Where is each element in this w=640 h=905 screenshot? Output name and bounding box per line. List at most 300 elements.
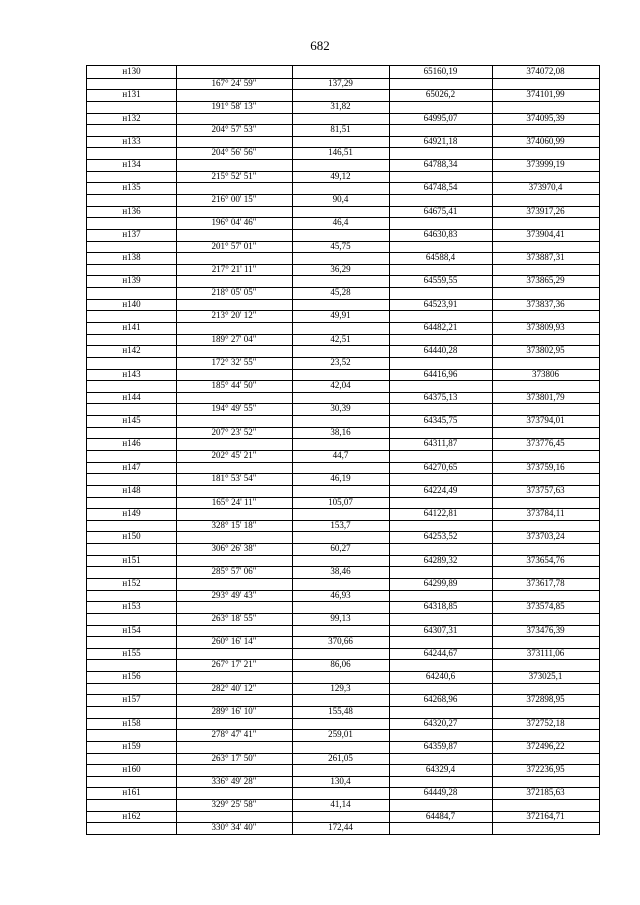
coord-y: 373999,19 xyxy=(526,159,565,170)
point-row xyxy=(87,369,599,381)
column-divider xyxy=(492,66,493,834)
point-name: н159 xyxy=(122,740,141,751)
point-name: н140 xyxy=(122,298,141,309)
point-name: н144 xyxy=(122,391,141,402)
row-divider xyxy=(87,217,599,218)
point-row xyxy=(87,764,599,776)
row-divider xyxy=(87,369,599,370)
segment-length: 90,4 xyxy=(332,194,349,204)
row-divider xyxy=(87,497,599,498)
direction-angle: 336° 49' 28" xyxy=(211,775,257,786)
coordinates-table xyxy=(86,65,600,835)
coord-x: 64289,32 xyxy=(423,554,458,565)
segment-length: 46,4 xyxy=(332,217,349,228)
row-divider xyxy=(87,264,599,265)
row-divider xyxy=(87,520,599,521)
segment-row xyxy=(87,729,599,741)
direction-angle: 215° 52' 51" xyxy=(211,170,257,181)
direction-angle: 217° 21' 11" xyxy=(211,263,257,274)
point-row xyxy=(87,113,599,125)
row-divider xyxy=(87,462,599,463)
coord-x: 64375,13 xyxy=(423,391,458,402)
coord-y: 374060,99 xyxy=(526,135,565,146)
point-name: н149 xyxy=(122,508,141,519)
direction-angle: 278° 47' 41" xyxy=(211,729,257,740)
coord-x: 64122,81 xyxy=(423,508,458,519)
point-row xyxy=(87,136,599,148)
segment-row xyxy=(87,520,599,532)
point-name: н153 xyxy=(122,601,141,612)
point-name: н136 xyxy=(122,205,141,216)
direction-angle: 185° 44' 50" xyxy=(211,380,257,391)
segment-length: 259,01 xyxy=(328,729,353,740)
direction-angle: 181° 53' 54" xyxy=(211,473,257,484)
coord-x: 64630,83 xyxy=(423,228,458,239)
coord-y: 373917,26 xyxy=(526,205,565,216)
direction-angle: 167° 24' 59" xyxy=(211,77,257,88)
row-divider xyxy=(87,275,599,276)
direction-angle: 191° 58' 13" xyxy=(211,100,257,111)
coord-x: 64311,87 xyxy=(423,438,458,449)
segment-length: 155,48 xyxy=(328,706,353,716)
coord-x: 64995,07 xyxy=(423,112,458,123)
segment-length: 44,7 xyxy=(332,450,349,460)
coord-x: 64449,28 xyxy=(423,787,458,798)
coord-y: 372752,18 xyxy=(526,717,565,728)
segment-row xyxy=(87,776,599,788)
coord-x: 64788,34 xyxy=(423,159,458,170)
segment-length: 23,52 xyxy=(330,356,351,367)
segment-length: 105,07 xyxy=(328,496,353,507)
row-divider xyxy=(87,729,599,730)
direction-angle: 189° 27' 04" xyxy=(211,333,257,344)
row-divider xyxy=(87,485,599,486)
row-divider xyxy=(87,531,599,532)
row-divider xyxy=(87,78,599,79)
row-divider xyxy=(87,159,599,160)
direction-angle: 263° 17' 50" xyxy=(211,752,257,763)
point-row xyxy=(87,694,599,706)
point-row xyxy=(87,392,599,404)
segment-length: 49,91 xyxy=(330,310,351,321)
segment-row xyxy=(87,357,599,369)
segment-length: 99,13 xyxy=(330,612,351,623)
direction-angle: 293° 49' 43" xyxy=(211,589,257,600)
segment-length: 42,04 xyxy=(330,380,351,391)
row-divider xyxy=(87,601,599,602)
point-row xyxy=(87,159,599,171)
segment-row xyxy=(87,636,599,648)
coord-x: 64318,85 xyxy=(423,601,458,612)
row-divider xyxy=(87,590,599,591)
segment-row xyxy=(87,124,599,136)
row-divider xyxy=(87,753,599,754)
point-name: н145 xyxy=(122,415,141,426)
point-row xyxy=(87,718,599,730)
coord-y: 373757,63 xyxy=(526,484,565,495)
point-row xyxy=(87,787,599,799)
point-name: н146 xyxy=(122,438,141,449)
coord-x: 64240,6 xyxy=(425,671,456,682)
point-row xyxy=(87,415,599,427)
segment-length: 146,51 xyxy=(328,147,353,158)
row-divider xyxy=(87,822,599,823)
coord-x: 64484,7 xyxy=(425,810,456,821)
segment-row xyxy=(87,706,599,718)
point-row xyxy=(87,671,599,683)
row-divider xyxy=(87,706,599,707)
point-row xyxy=(87,299,599,311)
coord-y: 373759,16 xyxy=(526,461,565,472)
coord-x: 64299,89 xyxy=(423,578,458,588)
row-divider xyxy=(87,578,599,579)
coord-x: 64268,96 xyxy=(423,694,458,705)
segment-length: 81,51 xyxy=(330,124,351,135)
segment-row xyxy=(87,403,599,415)
segment-row xyxy=(87,101,599,113)
point-name: н143 xyxy=(122,368,141,379)
direction-angle: 329° 25' 58" xyxy=(211,799,257,810)
coord-y: 373025,1 xyxy=(528,671,563,682)
coord-x: 65026,2 xyxy=(425,89,456,100)
coord-y: 373837,36 xyxy=(526,298,565,309)
row-divider xyxy=(87,310,599,311)
segment-length: 45,75 xyxy=(330,240,351,251)
row-divider xyxy=(87,438,599,439)
segment-length: 46,19 xyxy=(330,473,351,484)
coord-y: 373865,29 xyxy=(526,275,565,286)
coord-y: 372496,22 xyxy=(526,740,565,751)
coord-y: 373703,24 xyxy=(526,531,565,542)
segment-row xyxy=(87,473,599,485)
point-name: н155 xyxy=(122,647,141,658)
coord-y: 372898,95 xyxy=(526,694,565,705)
segment-length: 36,29 xyxy=(330,263,351,274)
direction-angle: 196° 04' 46" xyxy=(211,217,257,228)
row-divider xyxy=(87,241,599,242)
coord-y: 373476,39 xyxy=(526,624,565,635)
segment-length: 45,28 xyxy=(330,287,351,298)
segment-row xyxy=(87,264,599,276)
column-divider xyxy=(389,66,390,834)
point-name: н135 xyxy=(122,182,141,193)
coord-y: 373887,31 xyxy=(526,252,565,263)
coord-y: 373970,4 xyxy=(528,182,563,193)
direction-angle: 282° 40' 12" xyxy=(211,682,257,693)
point-name: н134 xyxy=(122,159,141,170)
point-row xyxy=(87,438,599,450)
row-divider xyxy=(87,334,599,335)
segment-row xyxy=(87,543,599,555)
segment-row xyxy=(87,380,599,392)
coord-x: 64588,4 xyxy=(425,252,456,263)
row-divider xyxy=(87,194,599,195)
coord-y: 373784,11 xyxy=(526,508,565,519)
row-divider xyxy=(87,101,599,102)
direction-angle: 285° 57' 06" xyxy=(211,566,257,577)
point-row xyxy=(87,485,599,497)
point-row xyxy=(87,578,599,590)
row-divider xyxy=(87,508,599,509)
segment-length: 129,3 xyxy=(330,682,351,693)
segment-row xyxy=(87,194,599,206)
point-name: н157 xyxy=(122,694,141,705)
point-name: н151 xyxy=(122,554,141,565)
coord-y: 372185,63 xyxy=(526,787,565,798)
point-row xyxy=(87,531,599,543)
coord-x: 64307,31 xyxy=(423,624,458,635)
point-name: н138 xyxy=(122,252,141,263)
point-row xyxy=(87,648,599,660)
point-row xyxy=(87,508,599,520)
point-row xyxy=(87,206,599,218)
segment-row xyxy=(87,171,599,183)
direction-angle: 289° 16' 10" xyxy=(211,706,257,716)
column-divider xyxy=(176,66,177,834)
point-name: н141 xyxy=(122,322,141,332)
segment-length: 130,4 xyxy=(330,775,351,786)
row-divider xyxy=(87,694,599,695)
column-divider xyxy=(292,66,293,834)
row-divider xyxy=(87,718,599,719)
page-number: 682 xyxy=(310,38,330,53)
row-divider xyxy=(87,252,599,253)
row-divider xyxy=(87,147,599,148)
segment-length: 172,44 xyxy=(328,822,353,833)
direction-angle: 165° 24' 11" xyxy=(211,496,257,507)
row-divider xyxy=(87,811,599,812)
segment-row xyxy=(87,427,599,439)
row-divider xyxy=(87,671,599,672)
point-name: н148 xyxy=(122,484,141,495)
direction-angle: 213° 20' 12" xyxy=(211,310,257,321)
coord-y: 373111,06 xyxy=(526,647,565,658)
direction-angle: 204° 57' 53" xyxy=(211,124,257,135)
coord-y: 373809,93 xyxy=(526,322,565,332)
direction-angle: 204° 56' 56" xyxy=(211,147,257,158)
segment-row xyxy=(87,78,599,90)
point-name: н147 xyxy=(122,461,141,472)
row-divider xyxy=(87,543,599,544)
row-divider xyxy=(87,555,599,556)
coord-x: 64244,67 xyxy=(423,647,458,658)
row-divider xyxy=(87,124,599,125)
coord-x: 64559,55 xyxy=(423,275,458,286)
point-row xyxy=(87,252,599,264)
direction-angle: 218° 05' 05" xyxy=(211,287,257,298)
coord-x: 64224,49 xyxy=(423,484,458,495)
row-divider xyxy=(87,659,599,660)
row-divider xyxy=(87,136,599,137)
row-divider xyxy=(87,89,599,90)
segment-length: 60,27 xyxy=(330,543,351,554)
direction-angle: 306° 26' 38" xyxy=(211,543,257,554)
point-row xyxy=(87,625,599,637)
point-row xyxy=(87,229,599,241)
row-divider xyxy=(87,473,599,474)
coord-x: 64921,18 xyxy=(423,135,458,146)
row-divider xyxy=(87,113,599,114)
direction-angle: 328° 15' 18" xyxy=(211,519,257,530)
point-name: н142 xyxy=(122,345,141,356)
coord-y: 373776,45 xyxy=(526,438,565,449)
point-name: н158 xyxy=(122,717,141,728)
row-divider xyxy=(87,625,599,626)
direction-angle: 263° 18' 55" xyxy=(211,612,257,623)
point-row xyxy=(87,345,599,357)
direction-angle: 207° 23' 52" xyxy=(211,426,257,437)
segment-row xyxy=(87,590,599,602)
direction-angle: 194° 49' 55" xyxy=(211,403,257,414)
point-row xyxy=(87,89,599,101)
coord-y: 373794,01 xyxy=(526,415,565,426)
segment-row xyxy=(87,799,599,811)
coord-y: 372236,95 xyxy=(526,764,565,775)
point-name: н130 xyxy=(122,66,141,76)
point-row xyxy=(87,182,599,194)
coord-x: 64329,4 xyxy=(425,764,456,775)
segment-row xyxy=(87,310,599,322)
point-row xyxy=(87,275,599,287)
coord-y: 373654,76 xyxy=(526,554,565,565)
row-divider xyxy=(87,741,599,742)
coord-y: 373617,78 xyxy=(526,578,565,588)
segment-length: 46,93 xyxy=(330,589,351,600)
segment-row xyxy=(87,683,599,695)
coord-x: 64440,28 xyxy=(423,345,458,356)
segment-row xyxy=(87,241,599,253)
coord-x: 64675,41 xyxy=(423,205,458,216)
point-name: н139 xyxy=(122,275,141,286)
segment-row xyxy=(87,613,599,625)
segment-row xyxy=(87,450,599,462)
direction-angle: 202° 45' 21" xyxy=(211,450,257,460)
row-divider xyxy=(87,787,599,788)
point-name: н156 xyxy=(122,671,141,682)
segment-length: 31,82 xyxy=(330,100,351,111)
coord-x: 64482,21 xyxy=(423,322,458,332)
row-divider xyxy=(87,299,599,300)
row-divider xyxy=(87,427,599,428)
segment-length: 261,05 xyxy=(328,752,353,763)
segment-length: 137,29 xyxy=(328,77,353,88)
segment-length: 86,06 xyxy=(330,659,351,670)
coord-y: 374101,99 xyxy=(526,89,565,100)
coord-x: 64359,87 xyxy=(423,740,458,751)
row-divider xyxy=(87,403,599,404)
point-row xyxy=(87,462,599,474)
point-row xyxy=(87,555,599,567)
coord-x: 64320,27 xyxy=(423,717,458,728)
direction-angle: 172° 32' 55" xyxy=(211,356,257,367)
row-divider xyxy=(87,380,599,381)
coord-x: 64523,91 xyxy=(423,298,458,309)
point-name: н133 xyxy=(122,135,141,146)
segment-row xyxy=(87,822,599,834)
point-row xyxy=(87,741,599,753)
row-divider xyxy=(87,392,599,393)
coord-y: 373904,41 xyxy=(526,228,565,239)
coord-y: 374095,39 xyxy=(526,112,565,123)
segment-length: 42,51 xyxy=(330,333,351,344)
row-divider xyxy=(87,287,599,288)
segment-length: 41,14 xyxy=(330,799,351,810)
segment-length: 38,16 xyxy=(330,426,351,437)
point-name: н160 xyxy=(122,764,141,775)
row-divider xyxy=(87,229,599,230)
segment-row xyxy=(87,217,599,229)
coord-x: 64416,96 xyxy=(423,368,458,379)
coord-x: 64253,52 xyxy=(423,531,458,542)
segment-length: 38,46 xyxy=(330,566,351,577)
point-name: н161 xyxy=(122,787,141,798)
row-divider xyxy=(87,415,599,416)
segment-length: 370,66 xyxy=(328,636,353,647)
point-name: н150 xyxy=(122,531,141,542)
row-divider xyxy=(87,683,599,684)
point-row xyxy=(87,601,599,613)
coord-x: 64345,75 xyxy=(423,415,458,426)
coord-x: 64270,65 xyxy=(423,461,458,472)
segment-row xyxy=(87,566,599,578)
coord-x: 64748,54 xyxy=(423,182,458,193)
coord-x: 65160,19 xyxy=(423,66,458,76)
point-name: н131 xyxy=(122,89,141,100)
coord-y: 373574,85 xyxy=(526,601,565,612)
point-row xyxy=(87,66,599,78)
direction-angle: 330° 34' 40" xyxy=(211,822,257,833)
row-divider xyxy=(87,322,599,323)
segment-row xyxy=(87,753,599,765)
direction-angle: 260° 16' 14" xyxy=(211,636,257,647)
row-divider xyxy=(87,450,599,451)
segment-row xyxy=(87,497,599,509)
coord-y: 373802,95 xyxy=(526,345,565,356)
row-divider xyxy=(87,613,599,614)
direction-angle: 267° 17' 21" xyxy=(211,659,257,670)
row-divider xyxy=(87,776,599,777)
row-divider xyxy=(87,357,599,358)
direction-angle: 216° 00' 15" xyxy=(211,194,257,204)
point-row xyxy=(87,811,599,823)
coord-y: 373806 xyxy=(532,368,559,379)
coord-y: 374072,08 xyxy=(526,66,565,76)
segment-length: 153,7 xyxy=(330,519,351,530)
segment-row xyxy=(87,334,599,346)
row-divider xyxy=(87,566,599,567)
coord-y: 372164,71 xyxy=(526,810,565,821)
coord-y: 373801,79 xyxy=(526,391,565,402)
point-name: н154 xyxy=(122,624,141,635)
row-divider xyxy=(87,182,599,183)
segment-row xyxy=(87,147,599,159)
row-divider xyxy=(87,764,599,765)
segment-row xyxy=(87,287,599,299)
direction-angle: 201° 57' 01" xyxy=(211,240,257,251)
point-name: н152 xyxy=(122,578,141,588)
segment-length: 49,12 xyxy=(330,170,351,181)
row-divider xyxy=(87,345,599,346)
point-name: н137 xyxy=(122,228,141,239)
row-divider xyxy=(87,171,599,172)
point-row xyxy=(87,322,599,334)
row-divider xyxy=(87,636,599,637)
row-divider xyxy=(87,206,599,207)
point-name: н132 xyxy=(122,112,141,123)
segment-length: 30,39 xyxy=(330,403,351,414)
segment-row xyxy=(87,659,599,671)
point-name: н162 xyxy=(122,810,141,821)
